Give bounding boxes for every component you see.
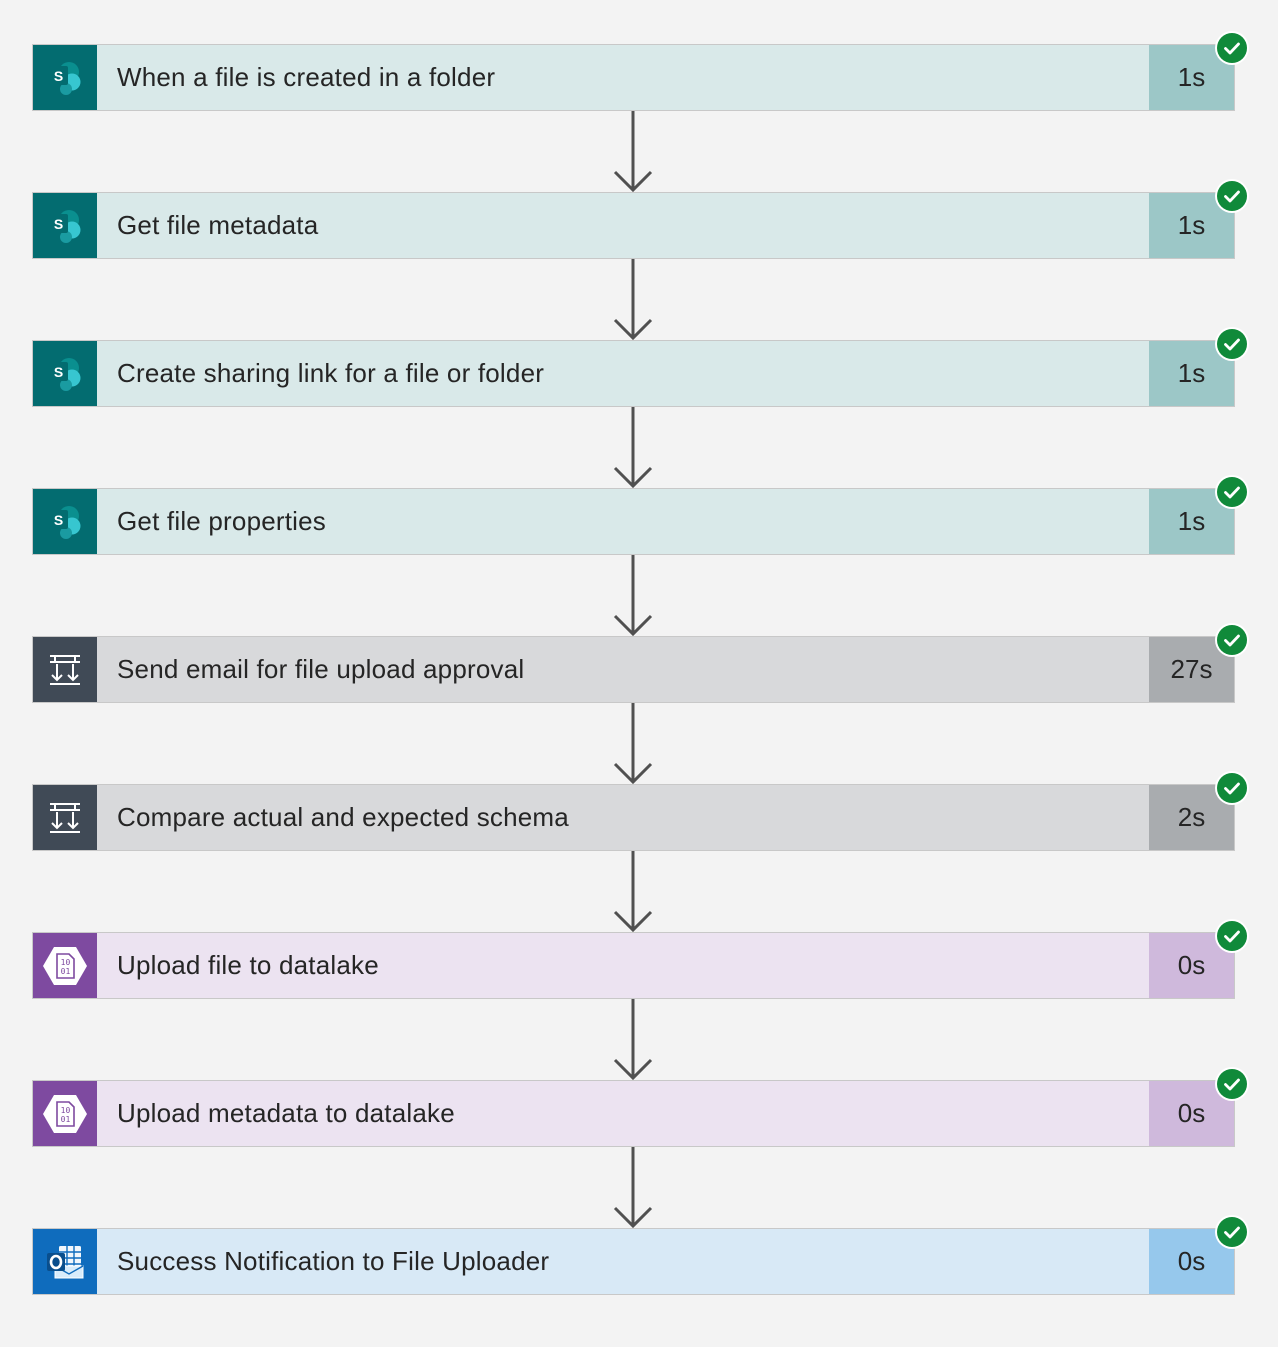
- step-title: Compare actual and expected schema: [117, 802, 569, 832]
- connector-arrow-down-icon: [612, 999, 654, 1080]
- connector-arrow-down-icon: [612, 851, 654, 932]
- svg-text:10: 10: [60, 957, 71, 967]
- flow-step-1[interactable]: [32, 44, 1235, 111]
- step-title: Upload file to datalake: [117, 950, 379, 980]
- success-check-icon: [1215, 771, 1249, 805]
- connector-arrow-down-icon: [612, 703, 654, 784]
- flow-step-8[interactable]: [32, 1080, 1235, 1147]
- connector-arrow-down-icon: [612, 111, 654, 192]
- step-title: Upload metadata to datalake: [117, 1098, 455, 1128]
- connector-arrow-down-icon: [612, 407, 654, 488]
- step-duration: 1s: [1149, 193, 1234, 258]
- step-title: When a file is created in a folder: [117, 62, 496, 92]
- flow-step-7[interactable]: [32, 932, 1235, 999]
- svg-text:S: S: [53, 215, 64, 232]
- flow-step-3[interactable]: [32, 340, 1235, 407]
- step-title: Create sharing link for a file or folder: [117, 358, 545, 388]
- sharepoint-icon: [33, 193, 97, 258]
- svg-text:S: S: [53, 67, 64, 84]
- flow-step-4[interactable]: [32, 488, 1235, 555]
- svg-text:S: S: [53, 511, 64, 528]
- success-check-icon: [1215, 475, 1249, 509]
- step-duration: 0s: [1149, 933, 1234, 998]
- sharepoint-icon: [33, 341, 97, 406]
- success-check-icon: [1215, 327, 1249, 361]
- step-duration: 1s: [1149, 341, 1234, 406]
- flow-step-9[interactable]: [32, 1228, 1235, 1295]
- connector-arrow-down-icon: [612, 259, 654, 340]
- step-duration: 27s: [1149, 637, 1234, 702]
- connector-arrow-down-icon: [612, 1147, 654, 1228]
- step-duration: 0s: [1149, 1229, 1234, 1294]
- step-duration: 1s: [1149, 45, 1234, 110]
- flow-step-2[interactable]: [32, 192, 1235, 259]
- data-lake-icon: [33, 1081, 97, 1146]
- success-check-icon: [1215, 1067, 1249, 1101]
- step-title: Send email for file upload approval: [117, 654, 525, 684]
- svg-text:10: 10: [60, 1105, 71, 1115]
- step-duration: 1s: [1149, 489, 1234, 554]
- condition-icon: [33, 785, 97, 850]
- connector-arrow-down-icon: [612, 555, 654, 636]
- svg-text:01: 01: [60, 1114, 71, 1124]
- step-title: Get file metadata: [117, 210, 319, 240]
- sharepoint-icon: [33, 489, 97, 554]
- success-check-icon: [1215, 31, 1249, 65]
- svg-text:S: S: [53, 363, 64, 380]
- step-title: Success Notification to File Uploader: [117, 1246, 550, 1276]
- outlook-icon: [33, 1229, 97, 1294]
- flow-step-5[interactable]: [32, 636, 1235, 703]
- flow-step-6[interactable]: [32, 784, 1235, 851]
- success-check-icon: [1215, 179, 1249, 213]
- success-check-icon: [1215, 623, 1249, 657]
- sharepoint-icon: [33, 45, 97, 110]
- step-duration: 0s: [1149, 1081, 1234, 1146]
- step-title: Get file properties: [117, 506, 327, 536]
- success-check-icon: [1215, 919, 1249, 953]
- success-check-icon: [1215, 1215, 1249, 1249]
- svg-text:01: 01: [60, 966, 71, 976]
- condition-icon: [33, 637, 97, 702]
- step-duration: 2s: [1149, 785, 1234, 850]
- data-lake-icon: [33, 933, 97, 998]
